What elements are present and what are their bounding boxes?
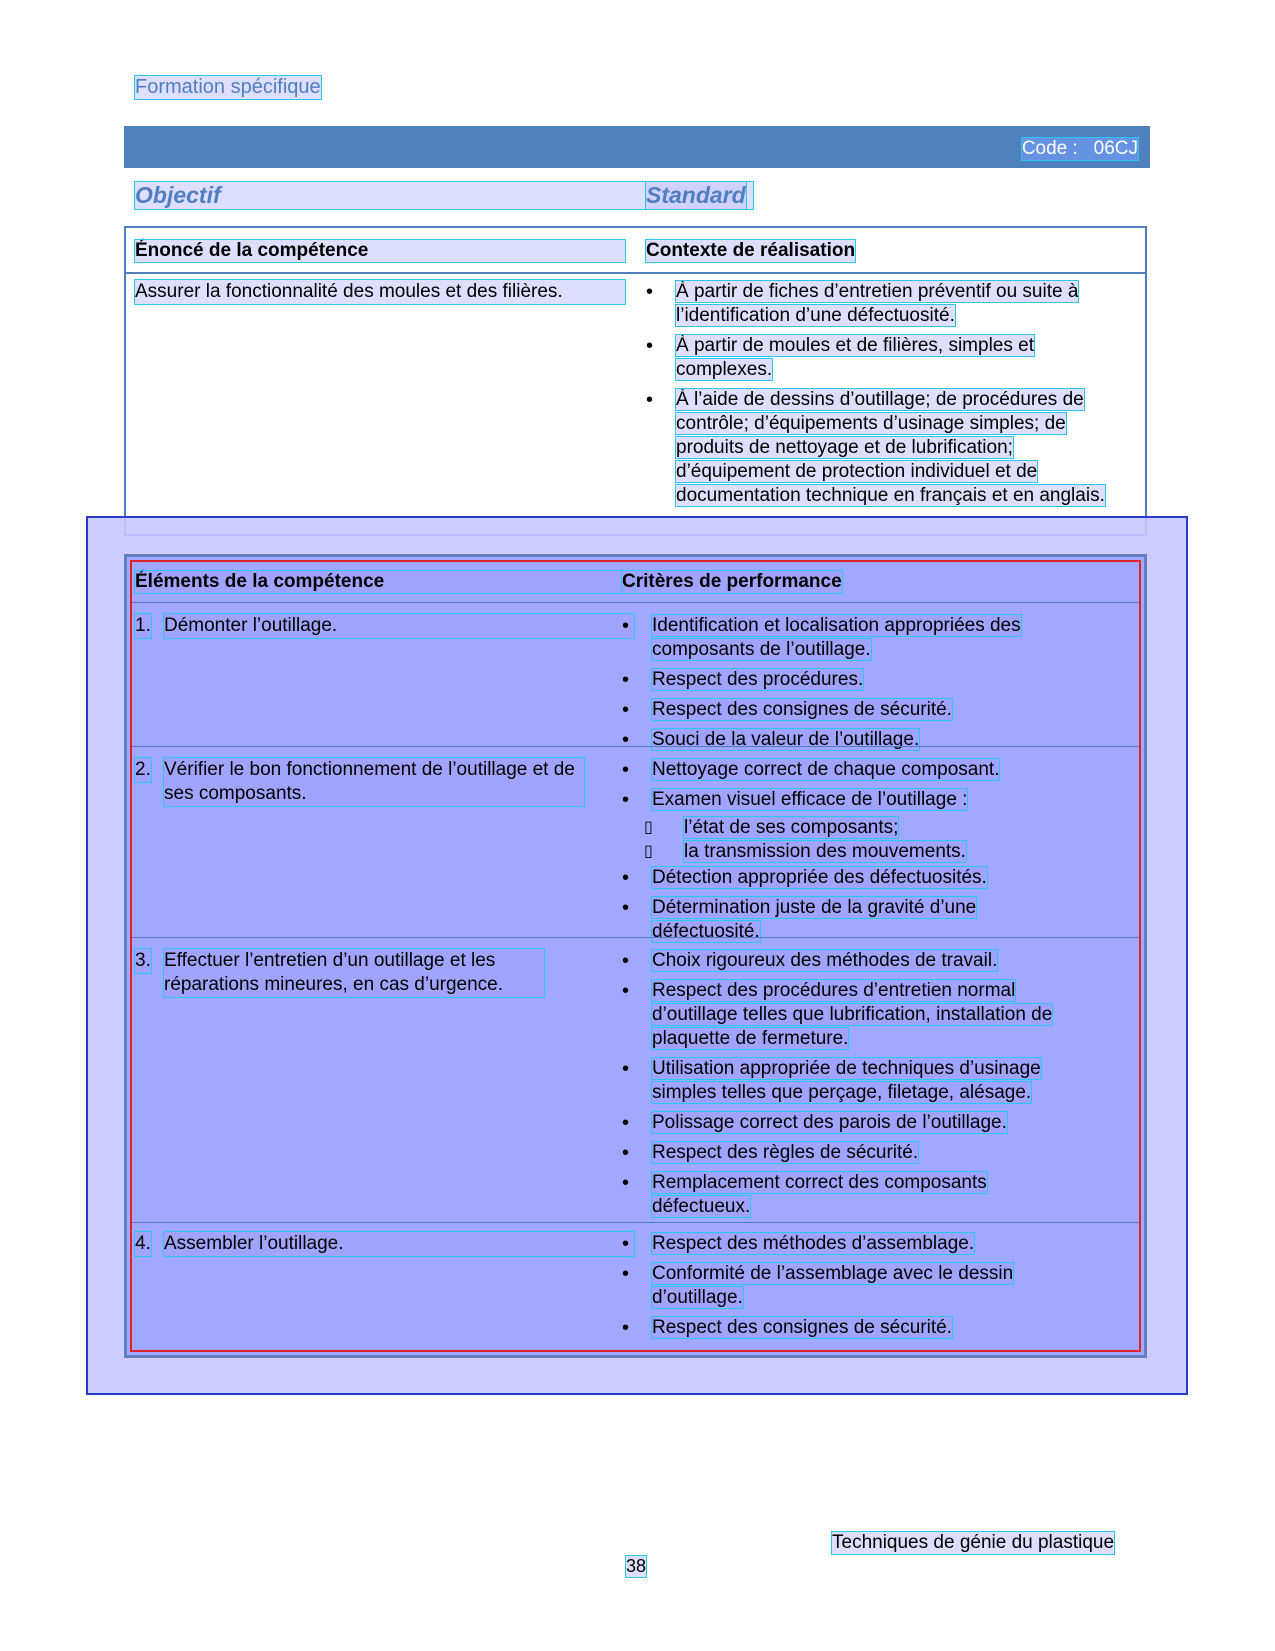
criteria-column-header: Critères de performance <box>622 571 842 592</box>
element-text: Effectuer l’entretien d’un outillage et les réparations mineures, en cas d’urgence. <box>164 949 544 997</box>
context-item: • À partir de fiches d’entretien préventif ou suite à l’identification d’une défectuosité. <box>646 280 1126 328</box>
criterion: • Souci de la valeur de l’outillage. <box>622 728 1072 752</box>
context-list <box>646 280 1126 514</box>
criterion: • Respect des procédures d’entretien normal d’outillage telles que lubrification, installation de plaquette de fermeture. <box>622 979 1082 1051</box>
element-number: 3. <box>135 950 151 971</box>
criterion: • Utilisation appropriée de techniques d’usinage simples telles que perçage, filetage, alésage. <box>622 1057 1082 1105</box>
sub-criteria-list <box>622 816 1072 864</box>
criterion: • Examen visuel efficace de l’outillage : ▯ l’état de ses composants; ▯ la transmission des mouvements. <box>622 788 1072 864</box>
footer-program-name: Techniques de génie du plastique <box>832 1532 1115 1553</box>
criteria-list <box>622 758 1072 950</box>
row-divider <box>132 937 1139 938</box>
context-item: • À l’aide de dessins d’outillage; de procédures de contrôle; d’équipements d’usinage simples; de produits de nettoyage et de lubrification; d’équipement de protection individuel et de documentation technique en français et en anglais. <box>646 388 1126 508</box>
code-bar <box>124 126 1150 168</box>
competence-statement-table <box>124 226 1147 536</box>
context-column-header: Contexte de réalisation <box>646 240 856 261</box>
criterion: • Détection appropriée des défectuosités. <box>622 866 1072 890</box>
page-number: 38 <box>626 1556 647 1576</box>
criterion: • Respect des procédures. <box>622 668 1072 692</box>
competence-table-header <box>126 228 1145 274</box>
row-divider <box>132 602 1139 603</box>
element-text: Vérifier le bon fonctionnement de l’outillage et de ses composants. <box>164 758 584 806</box>
context-item: • À partir de moules et de filières, simples et complexes. <box>646 334 1126 382</box>
element-text: Démonter l’outillage. <box>164 614 634 638</box>
criterion: • Identification et localisation appropriées des composants de l’outillage. <box>622 614 1072 662</box>
criteria-list <box>622 614 1072 758</box>
standard-label: Standard <box>646 182 746 208</box>
elements-table-frame <box>130 560 1141 1352</box>
sub-criterion: ▯ l’état de ses composants; <box>622 816 1072 840</box>
criterion: • Nettoyage correct de chaque composant. <box>622 758 1072 782</box>
page-header-title: Formation spécifique <box>135 76 321 98</box>
element-number: 4. <box>135 1233 151 1254</box>
criterion: • Respect des consignes de sécurité. <box>622 698 1072 722</box>
criterion: • Polissage correct des parois de l’outillage. <box>622 1111 1082 1135</box>
elements-column-header: Éléments de la compétence <box>135 571 635 593</box>
element-number: 2. <box>135 759 151 780</box>
competence-statement: Assurer la fonctionnalité des moules et des filières. <box>135 280 625 304</box>
statement-column-header: Énoncé de la compétence <box>135 240 625 262</box>
criterion: • Conformité de l’assemblage avec le dessin d’outillage. <box>622 1262 1042 1310</box>
row-divider <box>132 1222 1139 1223</box>
elements-criteria-table <box>124 554 1147 1358</box>
competency-code: Code : 06CJ <box>1021 138 1138 159</box>
element-text: Assembler l’outillage. <box>164 1232 634 1256</box>
criterion: • Remplacement correct des composants défectueux. <box>622 1171 1082 1219</box>
criteria-list <box>622 1232 1042 1346</box>
criterion: • Respect des consignes de sécurité. <box>622 1316 1042 1340</box>
criteria-list <box>622 949 1082 1225</box>
criterion: • Détermination juste de la gravité d’une défectuosité. <box>622 896 1072 944</box>
objectif-label: Objectif <box>135 182 753 209</box>
element-number: 1. <box>135 615 151 636</box>
criterion: • Respect des méthodes d’assemblage. <box>622 1232 1042 1256</box>
sub-criterion: ▯ la transmission des mouvements. <box>622 840 1072 864</box>
criterion: • Respect des règles de sécurité. <box>622 1141 1082 1165</box>
row-divider <box>132 746 1139 747</box>
criterion: • Choix rigoureux des méthodes de travail. <box>622 949 1082 973</box>
